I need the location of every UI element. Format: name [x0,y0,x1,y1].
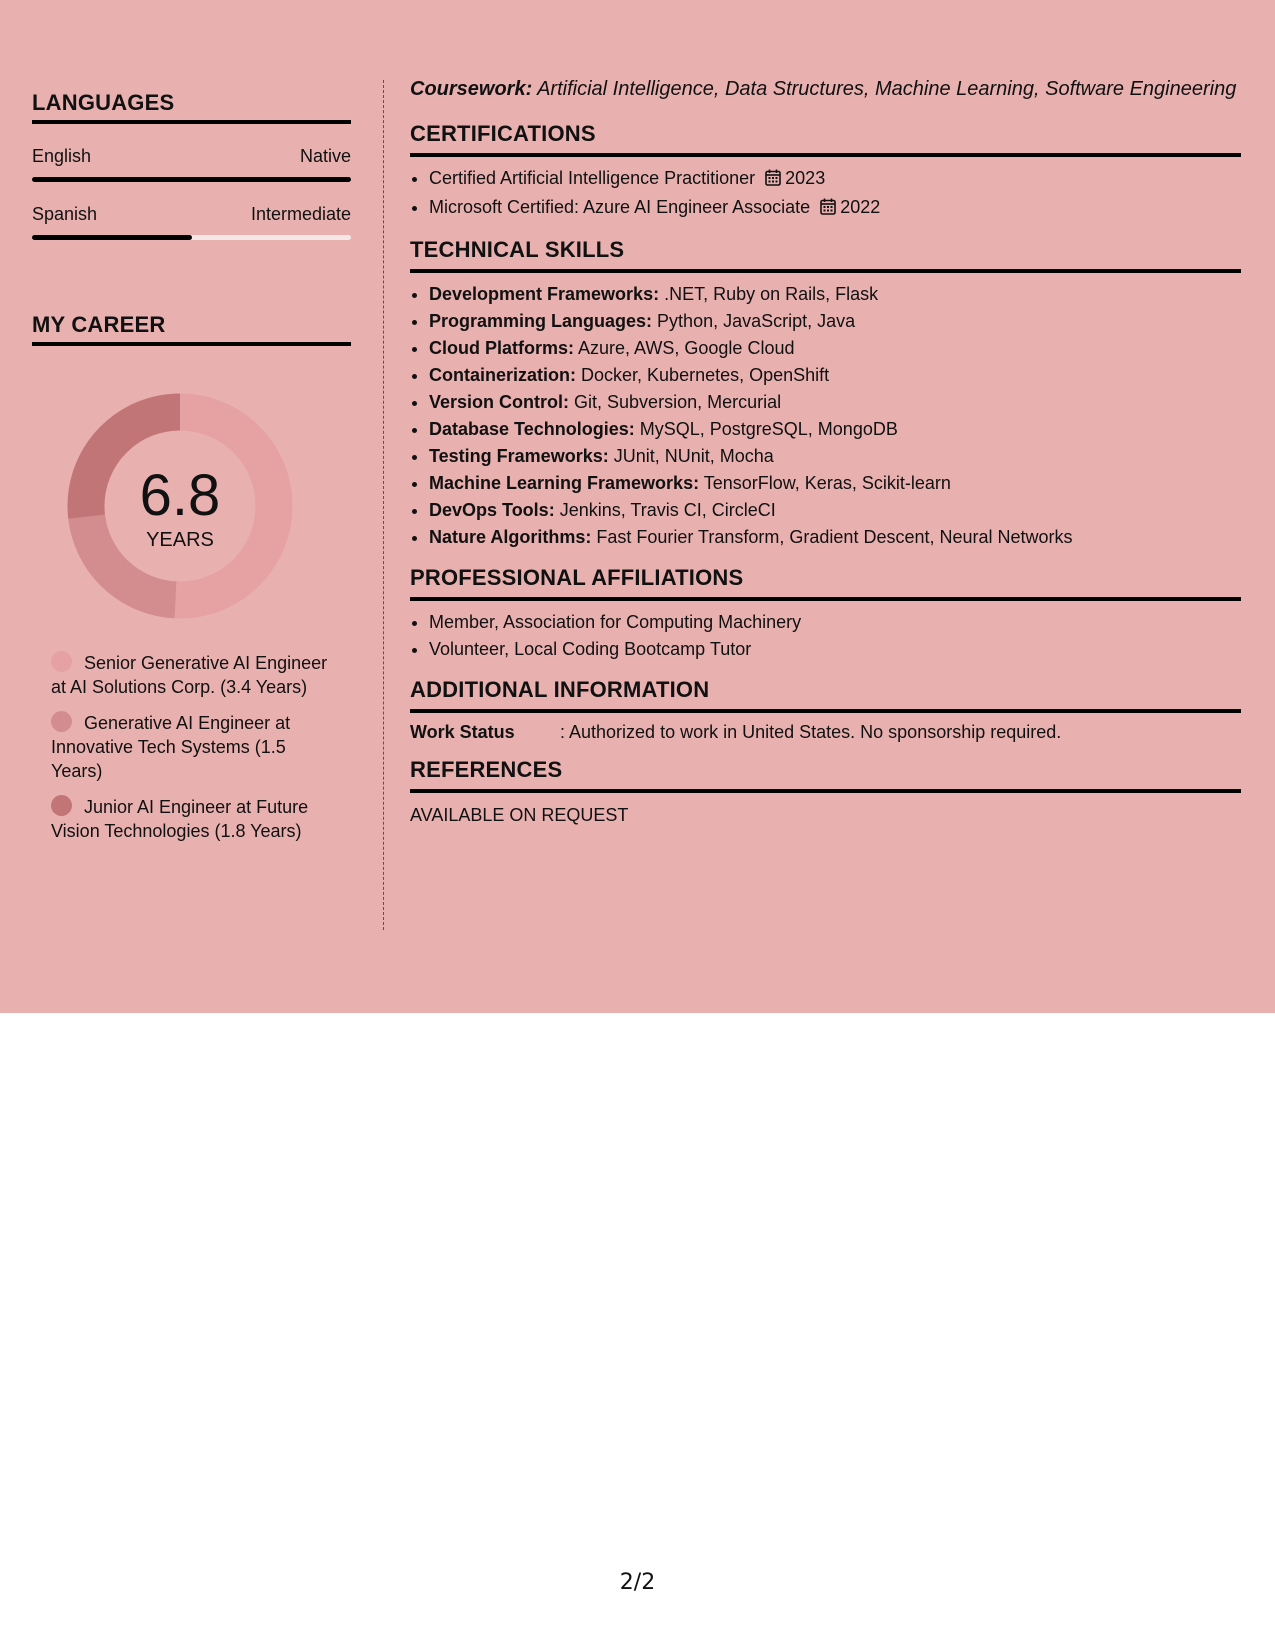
career-legend-item [51,795,341,843]
skill-label: Containerization: [429,365,576,385]
skill-item [429,389,1241,416]
languages-heading: LANGUAGES [32,90,351,124]
page-number: 2/2 [619,1570,656,1595]
coursework-label: Coursework: [410,78,533,100]
legend-dot-icon [51,651,72,672]
skill-value: Git, Subversion, Mercurial [574,392,782,412]
additional-info-heading: ADDITIONAL INFORMATION [410,677,1241,713]
certification-name: Microsoft Certified: Azure AI Engineer Associate [429,197,811,217]
skill-item [429,443,1241,470]
column-divider [383,80,384,930]
left-column [32,90,351,855]
references-section [410,757,1241,826]
career-legend-label: Generative AI Engineer at Innovative Tech Systems (1.5 Years) [51,713,291,781]
affiliations-list [410,609,1241,663]
certifications-heading: CERTIFICATIONS [410,121,1241,157]
skill-item [429,308,1241,335]
skill-value: Jenkins, Travis CI, CircleCI [559,500,776,520]
skill-value: TensorFlow, Keras, Scikit-learn [703,473,951,493]
skill-label: Database Technologies: [429,419,635,439]
career-legend-item [51,711,341,783]
skill-item [429,497,1241,524]
affiliation-item: • Member, Association for Computing Machinery [429,609,1241,636]
career-legend-item [51,651,341,699]
skill-item [429,416,1241,443]
skills-list [410,281,1241,551]
language-item [32,146,351,182]
affiliation-item: • Volunteer, Local Coding Bootcamp Tutor [429,636,1241,663]
legend-dot-icon [51,795,72,816]
affiliations-section [410,565,1241,663]
language-item [32,204,351,240]
certification-year: 2023 [785,168,826,188]
career-total-years: 6.8 [139,462,221,528]
language-bar-fill [32,235,192,240]
certification-item [429,194,1241,223]
work-status-value: : Authorized to work in United States. No sponsorship required. [560,722,1062,742]
skill-value: JUnit, NUnit, Mocha [613,446,774,466]
career-legend [51,651,341,843]
language-bar [32,235,351,240]
language-bar-fill [32,177,351,182]
certification-name: Certified Artificial Intelligence Practitioner [429,168,756,188]
calendar-icon [765,167,781,194]
skill-value: .NET, Ruby on Rails, Flask [664,284,879,304]
certification-year: 2022 [840,197,881,217]
work-status-row [410,722,1241,743]
work-status-label: Work Status [410,722,515,742]
skill-item [429,335,1241,362]
skills-heading: TECHNICAL SKILLS [410,237,1241,273]
references-heading: REFERENCES [410,757,1241,793]
language-level: Native [299,146,351,166]
career-legend-label: Senior Generative AI Engineer at AI Solutions Corp. (3.4 Years) [51,653,328,697]
certification-item [429,165,1241,194]
skill-value: Azure, AWS, Google Cloud [578,338,795,358]
skill-value: Docker, Kubernetes, OpenShift [581,365,830,385]
skill-item [429,524,1241,551]
skill-item [429,362,1241,389]
career-donut-chart [65,391,295,621]
skill-item [429,470,1241,497]
coursework-line [410,78,1241,101]
skill-value: Python, JavaScript, Java [657,311,856,331]
coursework-text: Artificial Intelligence, Data Structures, Machine Learning, Software Engineering [537,78,1237,100]
right-column [410,78,1241,840]
skill-label: DevOps Tools: [429,500,555,520]
skills-section [410,237,1241,551]
language-name: English [32,146,92,166]
donut-center [65,391,295,621]
references-text: AVAILABLE ON REQUEST [410,805,629,825]
certifications-list [410,165,1241,223]
career-years-unit: YEARS [146,528,214,551]
skill-label: Testing Frameworks: [429,446,609,466]
skill-label: Version Control: [429,392,570,412]
skill-label: Cloud Platforms: [429,338,575,358]
legend-dot-icon [51,711,72,732]
calendar-icon [820,196,836,223]
language-level: Intermediate [250,204,351,224]
skill-value: Fast Fourier Transform, Gradient Descent, Neural Networks [596,527,1073,547]
skill-label: Machine Learning Frameworks: [429,473,700,493]
skill-value: MySQL, PostgreSQL, MongoDB [639,419,898,439]
skill-label: Development Frameworks: [429,284,660,304]
affiliations-heading: PROFESSIONAL AFFILIATIONS [410,565,1241,601]
skill-label: Nature Algorithms: [429,527,592,547]
language-bar [32,177,351,182]
skill-item [429,281,1241,308]
additional-info-section [410,677,1241,743]
certifications-section [410,121,1241,223]
career-legend-label: Junior AI Engineer at Future Vision Technologies (1.8 Years) [51,797,309,841]
skill-label: Programming Languages: [429,311,653,331]
language-name: Spanish [32,204,98,224]
career-heading: MY CAREER [32,312,351,346]
